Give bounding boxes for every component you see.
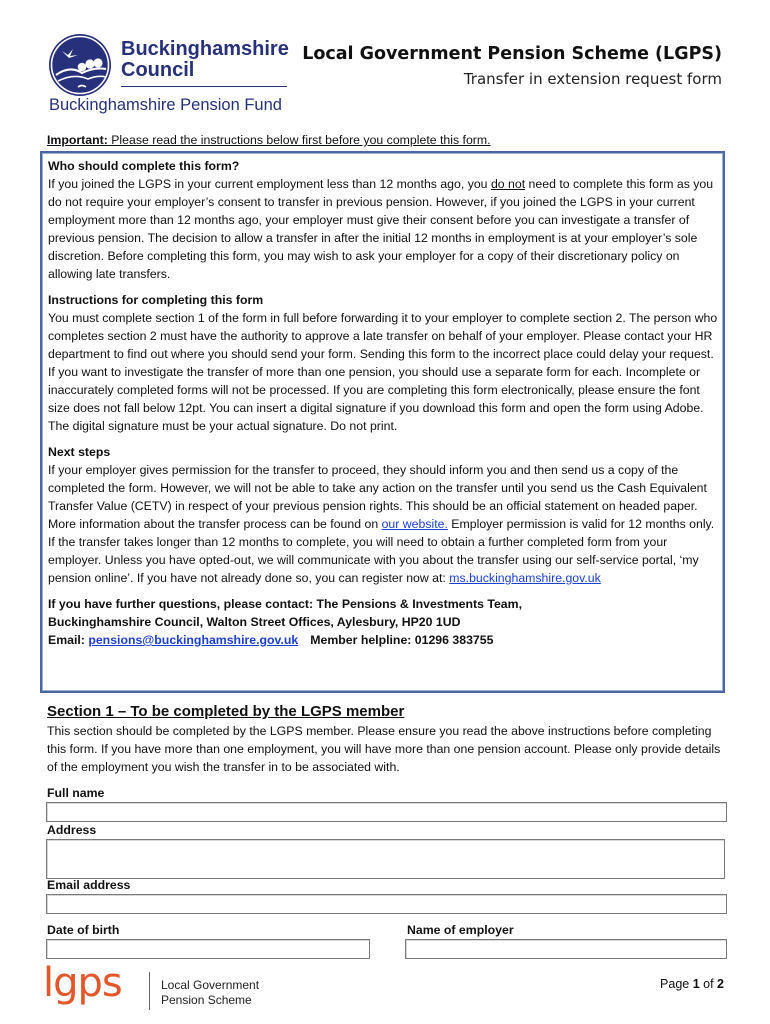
council-seal-icon xyxy=(48,33,112,97)
page-of: of xyxy=(699,977,718,991)
lgps-logo-mark: lgps xyxy=(43,960,122,1006)
who-emphasis: do not xyxy=(490,177,526,191)
org-name-line1: Buckinghamshire xyxy=(121,38,289,60)
employer-field[interactable] xyxy=(405,939,727,959)
dob-field[interactable] xyxy=(46,939,370,959)
lgps-logo-text xyxy=(161,978,259,1008)
website-link[interactable]: our website. xyxy=(381,517,448,531)
address-label: Address xyxy=(47,823,97,837)
important-text: Please read the instructions below first before you complete this form. xyxy=(107,133,491,147)
email-address-field[interactable] xyxy=(46,894,727,914)
next-steps-heading: Next steps xyxy=(48,445,111,459)
instructions-text: You must complete section 1 of the form in full before forwarding it to your employer to complete section 2. The person who completes section 2 must have the authority to approve a late transfer on behalf of your employer. Please contact your HR department to find out where you should send your form. Sending this form to the incorrect place could delay your request. If you want to investigate the transfer of more than one pension, you should use a separate form for each. Incomplete or inaccurately completed forms will not be processed. If you are completing this form electronically, please ensure the font size does not fall below 12pt. You can insert a digital signature if you download this form and open the form using Adobe. The digital signature must be your actual signature. Do not print. xyxy=(48,311,718,433)
section1-title: Section 1 – To be completed by the LGPS member xyxy=(47,703,405,720)
who-heading: Who should complete this form? xyxy=(48,159,240,173)
who-section xyxy=(48,157,720,283)
instructions-box xyxy=(40,151,725,693)
contact-section xyxy=(48,595,720,649)
lgps-logo-line2: Pension Scheme xyxy=(161,993,252,1007)
next-steps-text xyxy=(48,461,720,587)
section1-intro: This section should be completed by the LGPS member. Please ensure you read the above instructions before completing this form. If you have more than one employment, you will have more than one pension account. Please only provide details of the employment you wish the transfer in to be associated with. xyxy=(47,724,721,774)
fund-name: Buckinghamshire Pension Fund xyxy=(49,96,282,114)
who-text-part2: need to complete this form as you do not require your employer’s consent to transfer in previous pension. However, if you joined the LGPS in your current employment more than 12 months ago, your employer must give their consent before you can investigate a transfer of previous pension. The decision to allow a transfer in after the initial 12 months in employment is at your employer’s sole discretion. Before completing this form, you may wish to ask your employer for a copy of their discretionary policy on allowing late transfers. xyxy=(48,177,714,281)
page-current: 1 xyxy=(692,977,700,991)
employer-label: Name of employer xyxy=(407,923,514,937)
lgps-logo-line1: Local Government xyxy=(161,978,260,992)
next-steps-part1: If your employer gives permission for the transfer to proceed, they should inform you and then send us a copy of the completed the form. However, we will not be able to take any action on the transfer until you send us the Cash Equivalent Transfer Value (CETV) in respect of your previous pension rights. This should be an official statement on headed paper. More information about the transfer process can be found on xyxy=(48,463,707,531)
council-logo xyxy=(48,33,298,123)
instructions-heading: Instructions for completing this form xyxy=(48,293,264,307)
page-number xyxy=(660,977,724,991)
address-field[interactable] xyxy=(46,839,725,879)
email-label: Email: xyxy=(48,633,89,647)
lgps-logo xyxy=(43,960,283,1013)
next-steps-section xyxy=(48,443,720,587)
important-label: Important: xyxy=(47,133,108,147)
helpline: Member helpline: 01296 383755 xyxy=(310,633,494,647)
important-notice xyxy=(47,131,491,149)
page-total: 2 xyxy=(717,977,724,991)
email-link[interactable]: pensions@buckinghamshire.gov.uk xyxy=(88,633,299,647)
title-block xyxy=(302,44,722,88)
logo-divider xyxy=(121,86,287,87)
full-name-field[interactable] xyxy=(46,802,727,822)
email-address-label: Email address xyxy=(47,878,131,892)
who-text xyxy=(48,175,720,283)
who-text-part1: If you joined the LGPS in your current employment less than 12 months ago, you xyxy=(48,177,491,191)
logo-divider xyxy=(149,972,150,1010)
page-subtitle: Transfer in extension request form xyxy=(463,70,722,88)
page-prefix: Page xyxy=(660,977,693,991)
next-steps-part2: Employer permission is valid for 12 months only. If the transfer takes longer than 12 months to complete, you will need to obtain a further completed form from your employer. Unless you have opted-out, we will communicate with you about the transfer using our self-service portal, ‘my pension online’. If you have not already done so, you can register now at: xyxy=(48,517,715,585)
org-name-line2: Council xyxy=(121,59,195,81)
instructions-section xyxy=(48,291,720,435)
portal-link[interactable]: ms.buckinghamshire.gov.uk xyxy=(449,571,601,585)
contact-line3 xyxy=(48,631,720,649)
dob-label: Date of birth xyxy=(47,923,120,937)
page-title: Local Government Pension Scheme (LGPS) xyxy=(302,44,722,64)
full-name-label: Full name xyxy=(47,786,105,800)
contact-line1: If you have further questions, please contact: The Pensions & Investments Team, xyxy=(48,597,523,611)
contact-line2: Buckinghamshire Council, Walton Street Offices, Aylesbury, HP20 1UD xyxy=(48,615,461,629)
